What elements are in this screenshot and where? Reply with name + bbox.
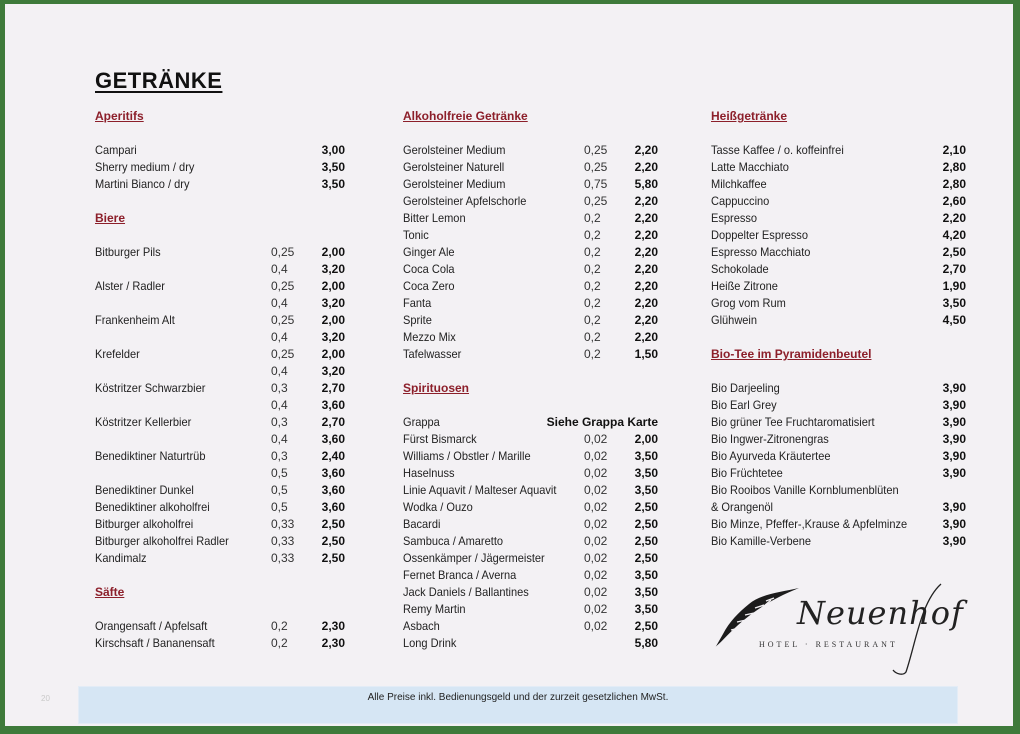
item-price: 3,60: [321, 398, 345, 412]
item-price: [938, 482, 966, 499]
item-name: Doppelter Espresso: [711, 228, 808, 242]
item-name: Kandimalz: [95, 551, 147, 565]
item-size: 0,3: [271, 415, 288, 429]
item-price: 3,60: [321, 466, 345, 480]
item-name: Gerolsteiner Apfelschorle: [403, 194, 527, 208]
menu-item-row: [711, 397, 966, 414]
item-price: 3,60: [321, 500, 345, 514]
item-price: 3,90: [942, 432, 966, 446]
item-size: 0,4: [271, 262, 288, 276]
menu-page: [5, 4, 1013, 726]
item-size: 0,5: [271, 483, 288, 497]
item-size: 0,02: [584, 619, 608, 633]
item-price: 3,90: [942, 415, 966, 429]
item-price: 2,00: [321, 347, 345, 361]
item-price: 3,50: [321, 177, 345, 191]
section-heading-biotee: Bio-Tee im Pyramidenbeutel: [711, 347, 872, 361]
menu-item-row: [403, 533, 658, 550]
menu-item-row: [711, 431, 966, 448]
menu-item-row: [403, 465, 658, 482]
item-name: & Orangenöl: [711, 500, 773, 514]
item-name: Coca Zero: [403, 279, 455, 293]
menu-item-row: [95, 431, 345, 448]
menu-item-row: [403, 312, 658, 329]
item-size: 0,2: [584, 245, 601, 259]
item-price: 2,40: [321, 449, 345, 463]
item-name: Krefelder: [95, 347, 140, 361]
item-name: Williams / Obstler / Marille: [403, 449, 531, 463]
item-price: 3,90: [942, 517, 966, 531]
item-name: Cappuccino: [711, 194, 770, 208]
menu-item-row: [95, 329, 345, 346]
item-name: Benediktiner Dunkel: [95, 483, 194, 497]
menu-item-row: [403, 618, 658, 635]
item-price: 3,50: [634, 449, 658, 463]
item-price: 2,30: [321, 619, 345, 633]
item-size: 0,02: [584, 500, 608, 514]
item-size: [271, 159, 317, 176]
menu-item-row: [711, 227, 966, 244]
item-price: 3,90: [942, 449, 966, 463]
item-price: 2,20: [634, 330, 658, 344]
item-size: 0,4: [271, 398, 288, 412]
menu-item-row: [403, 142, 658, 159]
item-price: 2,20: [634, 245, 658, 259]
item-size: 0,02: [584, 517, 608, 531]
menu-item-row: [95, 414, 345, 431]
item-price: 2,20: [634, 296, 658, 310]
item-name: Bio Minze, Pfeffer-,Krause & Apfelminze: [711, 517, 908, 531]
item-size: 0,33: [271, 534, 295, 548]
section-heading-heissgetraenke: Heißgetränke: [711, 109, 788, 123]
item-price: 3,90: [942, 398, 966, 412]
item-price: 5,80: [634, 636, 658, 650]
menu-item-row: [95, 295, 345, 312]
item-size: 0,33: [271, 517, 295, 531]
item-price: 2,50: [634, 500, 658, 514]
item-price: 2,50: [942, 245, 966, 259]
menu-item-row: [403, 346, 658, 363]
item-size: 0,25: [271, 279, 295, 293]
item-size: 0,25: [584, 160, 608, 174]
item-name: Long Drink: [403, 636, 457, 650]
item-name: Asbach: [403, 619, 440, 633]
item-name: Grog vom Rum: [711, 296, 786, 310]
menu-item-row: [95, 244, 345, 261]
item-price: 3,20: [321, 330, 345, 344]
menu-item-row: [95, 618, 345, 635]
biere-list: [95, 244, 345, 567]
item-name: Glühwein: [711, 313, 758, 327]
footer-note: Alle Preise inkl. Bedienungsgeld und der zurzeit gesetzlichen MwSt.: [367, 692, 669, 703]
item-name: Bitter Lemon: [403, 211, 466, 225]
menu-item-row: [711, 499, 966, 516]
item-size: 0,3: [271, 449, 288, 463]
item-size: 0,2: [584, 228, 601, 242]
item-price: 2,20: [634, 262, 658, 276]
item-name: Bio Earl Grey: [711, 398, 777, 412]
item-price: 2,70: [321, 381, 345, 395]
logo-name: Neuenhof: [797, 594, 964, 632]
item-name: Tasse Kaffee / o. koffeinfrei: [711, 143, 844, 157]
item-size: 0,4: [271, 296, 288, 310]
biotee-list: [711, 380, 966, 550]
menu-item-row: [403, 295, 658, 312]
item-size: 0,25: [271, 313, 295, 327]
menu-item-row: [711, 176, 966, 193]
item-price: 2,00: [321, 245, 345, 259]
menu-item-row: [403, 431, 658, 448]
item-size: 0,02: [584, 466, 608, 480]
menu-item-row: [711, 414, 966, 431]
item-name: Bio Früchtetee: [711, 466, 783, 480]
item-name: Sherry medium / dry: [95, 160, 195, 174]
menu-item-row: [711, 142, 966, 159]
menu-item-row: [711, 312, 966, 329]
item-name: Schokolade: [711, 262, 769, 276]
menu-item-row: [711, 210, 966, 227]
section-heading-biere: Biere: [95, 211, 126, 225]
menu-item-row: [95, 533, 345, 550]
item-price: 3,50: [634, 602, 658, 616]
menu-item-row: [95, 635, 345, 652]
item-price: 2,20: [634, 228, 658, 242]
item-price: 2,50: [634, 551, 658, 565]
item-name: Fernet Branca / Averna: [403, 568, 517, 582]
item-size: 0,2: [584, 296, 601, 310]
menu-item-row: [403, 329, 658, 346]
item-price: 1,90: [942, 279, 966, 293]
item-name: [95, 363, 257, 380]
item-price: 2,00: [321, 313, 345, 327]
section-heading-saefte: Säfte: [95, 585, 125, 599]
menu-item-row: [95, 176, 345, 193]
item-size: [584, 635, 630, 652]
item-name: Wodka / Ouzo: [403, 500, 473, 514]
logo-flourish-icon: [891, 582, 951, 677]
item-price: 3,20: [321, 364, 345, 378]
menu-item-row: [403, 567, 658, 584]
heissgetraenke-list: [711, 142, 966, 329]
item-price: 2,20: [634, 313, 658, 327]
menu-item-row: [711, 193, 966, 210]
menu-item-row: [711, 516, 966, 533]
aperitifs-list: [95, 142, 345, 193]
item-size: 0,25: [584, 143, 608, 157]
menu-item-row: [95, 380, 345, 397]
menu-item-row: [95, 516, 345, 533]
item-name: Mezzo Mix: [403, 330, 456, 344]
menu-item-row: [711, 380, 966, 397]
item-size: [271, 142, 317, 159]
item-price: 3,50: [634, 483, 658, 497]
item-name: Orangensaft / Apfelsaft: [95, 619, 208, 633]
item-name: Fanta: [403, 296, 432, 310]
menu-item-row: [95, 448, 345, 465]
item-size: 0,2: [584, 262, 601, 276]
item-size: 0,02: [584, 551, 608, 565]
item-name: Köstritzer Schwarzbier: [95, 381, 206, 395]
item-name: [95, 465, 257, 482]
item-size: 0,4: [271, 364, 288, 378]
menu-item-row: [95, 261, 345, 278]
column-1: [95, 108, 345, 652]
item-price: 2,60: [942, 194, 966, 208]
menu-item-row: [403, 193, 658, 210]
item-price: 2,20: [942, 211, 966, 225]
item-name: Benediktiner Naturtrüb: [95, 449, 206, 463]
item-name: Haselnuss: [403, 466, 455, 480]
menu-item-row: [403, 550, 658, 567]
item-price: 3,50: [942, 296, 966, 310]
item-name: Campari: [95, 143, 137, 157]
item-price: 2,80: [942, 160, 966, 174]
item-size: 0,2: [584, 313, 601, 327]
item-price: 2,50: [321, 551, 345, 565]
item-name: Grappa: [403, 415, 440, 429]
item-price: 2,00: [321, 279, 345, 293]
item-size: 0,2: [584, 330, 601, 344]
item-price: 3,60: [321, 432, 345, 446]
item-name: [95, 261, 257, 278]
item-price: 3,90: [942, 500, 966, 514]
item-name: Bio Rooibos Vanille Kornblumenblüten: [711, 483, 899, 497]
item-price: 4,20: [942, 228, 966, 242]
item-name: Linie Aquavit / Malteser Aquavit: [403, 483, 557, 497]
item-size: 0,2: [584, 211, 601, 225]
item-price: 2,20: [634, 160, 658, 174]
menu-item-row: [403, 176, 658, 193]
item-name: Espresso: [711, 211, 758, 225]
item-size: 0,02: [584, 585, 608, 599]
item-name: Köstritzer Kellerbier: [95, 415, 192, 429]
item-name: [95, 397, 257, 414]
item-price: 2,20: [634, 194, 658, 208]
item-price: 2,70: [942, 262, 966, 276]
menu-item-row: [711, 244, 966, 261]
item-size: 0,2: [271, 636, 288, 650]
menu-item-row: [403, 244, 658, 261]
item-size: 0,02: [584, 432, 608, 446]
menu-item-row: [95, 397, 345, 414]
item-name: Heiße Zitrone: [711, 279, 778, 293]
item-name: Coca Cola: [403, 262, 455, 276]
item-price: 2,30: [321, 636, 345, 650]
saefte-list: [95, 618, 345, 652]
item-size: 0,02: [584, 602, 608, 616]
item-price: 3,50: [634, 568, 658, 582]
menu-item-row: [711, 295, 966, 312]
item-name: Frankenheim Alt: [95, 313, 175, 327]
page-number: 20: [41, 694, 50, 703]
item-size: 0,5: [271, 500, 288, 514]
item-size: 0,2: [584, 279, 601, 293]
item-name: [95, 431, 257, 448]
item-name: Martini Bianco / dry: [95, 177, 190, 191]
menu-item-row: [403, 227, 658, 244]
item-price: 3,50: [634, 466, 658, 480]
item-name: Tonic: [403, 228, 429, 242]
item-name: Latte Macchiato: [711, 160, 789, 174]
item-name: Gerolsteiner Naturell: [403, 160, 505, 174]
menu-item-row: [403, 159, 658, 176]
item-name: Milchkaffee: [711, 177, 767, 191]
item-price: 3,20: [321, 262, 345, 276]
item-name: Gerolsteiner Medium: [403, 143, 506, 157]
item-name: Benediktiner alkoholfrei: [95, 500, 210, 514]
item-name: [95, 295, 257, 312]
item-size: 0,02: [584, 483, 608, 497]
item-size: 0,5: [271, 466, 288, 480]
item-name: Fürst Bismarck: [403, 432, 477, 446]
item-size: 0,25: [584, 194, 608, 208]
section-heading-alkoholfrei: Alkoholfreie Getränke: [403, 109, 528, 123]
item-size: 0,75: [584, 177, 608, 191]
spirituosen-list: [403, 431, 658, 652]
item-size: [271, 176, 317, 193]
item-name: Bio Ingwer-Zitronengras: [711, 432, 829, 446]
item-price: 1,50: [634, 347, 658, 361]
item-name: Ginger Ale: [403, 245, 455, 259]
item-name: Espresso Macchiato: [711, 245, 811, 259]
item-name: Alster / Radler: [95, 279, 165, 293]
alkoholfrei-list: [403, 142, 658, 363]
menu-item-row: [711, 448, 966, 465]
item-name: Bacardi: [403, 517, 441, 531]
item-name: Ossenkämper / Jägermeister: [403, 551, 545, 565]
item-size: 0,2: [271, 619, 288, 633]
item-name: Bio Darjeeling: [711, 381, 780, 395]
item-price: 3,90: [942, 534, 966, 548]
item-name: Jack Daniels / Ballantines: [403, 585, 529, 599]
grappa-row: [403, 414, 658, 431]
item-price: 3,20: [321, 296, 345, 310]
menu-item-row: [403, 278, 658, 295]
menu-item-row: [403, 635, 658, 652]
column-2: [403, 108, 658, 652]
menu-item-row: [403, 448, 658, 465]
item-name: [95, 329, 257, 346]
item-name: Bitburger alkoholfrei Radler: [95, 534, 229, 548]
item-price: 3,50: [634, 585, 658, 599]
section-heading-spirituosen: Spirituosen: [403, 381, 470, 395]
item-price: 2,50: [321, 534, 345, 548]
menu-item-row: [403, 601, 658, 618]
item-note: Siehe Grappa Karte: [546, 415, 658, 429]
logo-subtitle: HOTEL · RESTAURANT: [759, 640, 898, 649]
item-price: 2,20: [634, 143, 658, 157]
menu-item-row: [711, 278, 966, 295]
item-size: 0,2: [584, 347, 601, 361]
item-size: 0,33: [271, 551, 295, 565]
item-size: 0,25: [271, 245, 295, 259]
item-price: 2,10: [942, 143, 966, 157]
menu-item-row: [95, 346, 345, 363]
menu-item-row: [711, 261, 966, 278]
menu-item-row: [95, 159, 345, 176]
menu-item-row: [95, 363, 345, 380]
item-size: 0,4: [271, 330, 288, 344]
item-price: 2,50: [634, 534, 658, 548]
item-name: Sambuca / Amaretto: [403, 534, 504, 548]
item-price: 2,50: [634, 517, 658, 531]
item-price: 2,20: [634, 279, 658, 293]
menu-item-row: [403, 516, 658, 533]
menu-item-row: [711, 465, 966, 482]
item-name: Sprite: [403, 313, 432, 327]
item-price: 3,60: [321, 483, 345, 497]
menu-item-row: [95, 278, 345, 295]
item-size: 0,02: [584, 568, 608, 582]
item-name: Bitburger alkoholfrei: [95, 517, 194, 531]
menu-item-row: [403, 261, 658, 278]
item-price: 3,90: [942, 466, 966, 480]
footer-bar: [78, 686, 958, 724]
menu-item-row: [95, 482, 345, 499]
menu-item-row: [95, 499, 345, 516]
menu-item-row: [403, 499, 658, 516]
column-3: [711, 108, 966, 550]
item-name: Bio grüner Tee Fruchtaromatisiert: [711, 415, 875, 429]
menu-item-row: [711, 482, 966, 499]
item-size: 0,25: [271, 347, 295, 361]
item-size: 0,02: [584, 534, 608, 548]
item-size: 0,02: [584, 449, 608, 463]
item-price: 2,70: [321, 415, 345, 429]
item-price: 3,00: [321, 143, 345, 157]
item-price: 3,90: [942, 381, 966, 395]
menu-item-row: [95, 142, 345, 159]
menu-item-row: [95, 312, 345, 329]
item-size: 0,3: [271, 381, 288, 395]
neuenhof-logo: [711, 582, 964, 677]
menu-item-row: [95, 465, 345, 482]
item-name: Tafelwasser: [403, 347, 462, 361]
item-price: 2,20: [634, 211, 658, 225]
menu-item-row: [403, 210, 658, 227]
menu-item-row: [711, 533, 966, 550]
item-price: 2,50: [634, 619, 658, 633]
item-price: 2,50: [321, 517, 345, 531]
menu-item-row: [403, 482, 658, 499]
item-price: 2,80: [942, 177, 966, 191]
item-name: Bio Ayurveda Kräutertee: [711, 449, 831, 463]
item-price: 4,50: [942, 313, 966, 327]
item-price: 5,80: [634, 177, 658, 191]
item-name: Kirschsaft / Bananensaft: [95, 636, 215, 650]
menu-item-row: [403, 584, 658, 601]
item-size: 0,4: [271, 432, 288, 446]
menu-item-row: [95, 550, 345, 567]
item-name: Bitburger Pils: [95, 245, 161, 259]
item-name: Remy Martin: [403, 602, 466, 616]
page-title: GETRÄNKE: [95, 68, 223, 93]
item-price: 3,50: [321, 160, 345, 174]
section-heading-aperitifs: Aperitifs: [95, 109, 144, 123]
item-price: 2,00: [634, 432, 658, 446]
item-name: Gerolsteiner Medium: [403, 177, 506, 191]
menu-item-row: [711, 159, 966, 176]
item-name: Bio Kamille-Verbene: [711, 534, 812, 548]
